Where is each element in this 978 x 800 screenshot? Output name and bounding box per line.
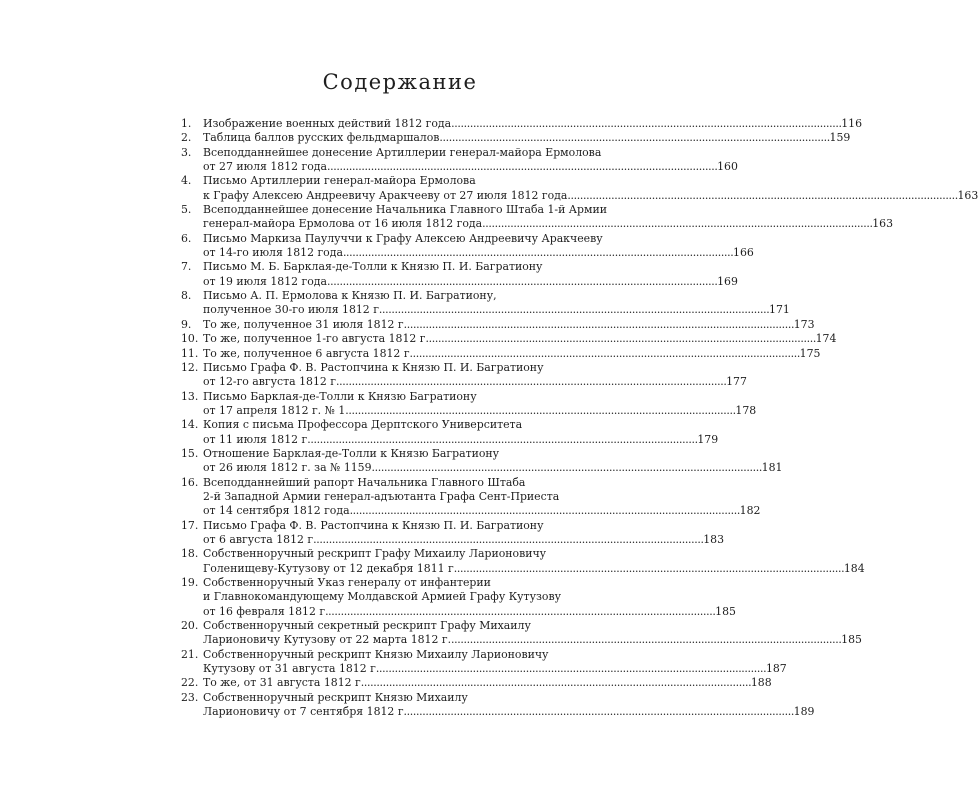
- toc-entry-page-number: 183: [703, 532, 725, 546]
- dot-leader: [376, 662, 765, 676]
- toc-entry-number: 13.: [181, 389, 199, 403]
- toc-entry-title-line: от 17 апреля 1812 г. № 1: [203, 403, 346, 417]
- toc-entry-number: 6.: [181, 231, 192, 245]
- dot-leader: [567, 189, 956, 203]
- toc-entry-title-line: Собственноручный рескрипт Князю Михаилу Ларионовичу: [203, 647, 549, 661]
- toc-entry-page-number: 179: [697, 432, 719, 446]
- toc-entry-number: 23.: [181, 690, 199, 704]
- toc-entry-title-line: То же, от 31 августа 1812 г: [203, 676, 361, 690]
- toc-entry-title-line: 2-й Западной Армии генерал-адъютанта Графа Сент-Приеста: [203, 489, 560, 503]
- toc-entry-number: 18.: [181, 547, 199, 561]
- dot-leader: [451, 117, 840, 131]
- dot-leader: [454, 562, 843, 576]
- toc-entry-title-line: Всеподданнейшее донесение Артиллерии генерал-майора Ермолова: [203, 145, 602, 159]
- dot-leader: [313, 533, 702, 547]
- dot-leader: [336, 375, 725, 389]
- toc-entry: [181, 289, 790, 318]
- toc-entry-page-number: 166: [733, 246, 754, 260]
- toc-entry-title-line: Копия с письма Профессора Дерптского Университета: [203, 418, 523, 432]
- toc-entry-page-number: 171: [769, 303, 790, 317]
- toc-entry-title-line: от 27 июля 1812 года: [203, 160, 327, 174]
- toc-entry-page-number: 160: [717, 160, 738, 174]
- toc-entry-title-line: Письмо Маркиза Паулуччи к Графу Алексею Андреевичу Аракчееву: [203, 231, 603, 245]
- dot-leader: [410, 347, 799, 361]
- toc-entry-number: 4.: [181, 174, 192, 188]
- page-title: Содержание: [322, 70, 478, 94]
- toc-entry-number: 5.: [181, 203, 192, 217]
- toc-entry-page-number: 188: [750, 676, 772, 690]
- toc-entry-number: 2.: [181, 131, 192, 145]
- toc-entry-number: 3.: [181, 145, 192, 159]
- table-of-contents: [181, 117, 978, 719]
- toc-entry-page-number: 173: [793, 317, 815, 331]
- toc-entry-page-number: 116: [841, 117, 863, 130]
- toc-entry: [181, 131, 851, 145]
- toc-entry-title-line: Всеподданнейший рапорт Начальника Главного Штаба: [203, 475, 526, 489]
- dot-leader: [372, 461, 761, 475]
- dot-leader: [404, 318, 793, 332]
- toc-entry-page-number: 185: [715, 604, 736, 618]
- toc-entry-page-number: 174: [815, 332, 837, 346]
- toc-entry-page-number: 181: [761, 461, 783, 475]
- toc-entry-page-number: 163: [957, 188, 978, 202]
- toc-entry-title-line: Таблица баллов русских фельдмаршалов: [203, 131, 440, 145]
- toc-entry-page-number: 177: [726, 375, 747, 389]
- toc-entry: [181, 231, 754, 261]
- dot-leader: [325, 605, 714, 619]
- toc-entry-title-line: к Графу Алексею Андреевичу Аракчееву от 27 июля 1812 года: [203, 188, 568, 202]
- toc-entry-title-line: Ларионовичу Кутузову от 22 марта 1812 г.: [203, 633, 452, 647]
- dot-leader: [451, 633, 840, 647]
- dot-leader: [404, 705, 793, 719]
- toc-entry: [181, 418, 719, 447]
- toc-entry-page-number: 187: [765, 662, 787, 676]
- toc-entry: [181, 203, 894, 232]
- toc-entry-title-line: Отношение Барклая-де-Толли к Князю Багратиону: [203, 446, 500, 460]
- toc-entry: [181, 676, 772, 690]
- toc-entry-number: 17.: [181, 518, 199, 532]
- toc-entry-number: 19.: [181, 576, 199, 589]
- toc-entry-number: 22.: [181, 676, 199, 690]
- toc-entry-title-line: Всеподданнейшее донесение Начальника Главного Штаба 1-й Армии: [203, 203, 607, 217]
- dot-leader: [327, 160, 716, 174]
- toc-entry: [181, 174, 978, 203]
- toc-entry: [181, 576, 736, 619]
- toc-entry: [181, 117, 863, 131]
- toc-entry-title-line: То же, полученное 1-го августа 1812 г: [203, 332, 426, 346]
- dot-leader: [327, 275, 716, 289]
- toc-entry-title-line: и Главнокомандующему Молдавской Армией Графу Кутузову: [203, 590, 562, 604]
- dot-leader: [361, 676, 750, 690]
- toc-entry-title-line: от 16 февраля 1812 г: [203, 604, 326, 618]
- toc-entry-number: 8.: [181, 289, 192, 303]
- toc-entry-number: 9.: [181, 317, 192, 331]
- toc-entry-title-line: Письмо Барклая-де-Толли к Князю Багратиону: [203, 389, 477, 403]
- toc-entry-number: 14.: [181, 418, 199, 432]
- toc-entry: [181, 690, 815, 720]
- dot-leader: [307, 433, 696, 447]
- toc-entry-number: 12.: [181, 360, 199, 374]
- toc-entry-title-line: от 14 сентября 1812 года: [203, 504, 350, 518]
- toc-entry: [181, 389, 757, 419]
- toc-entry-title-line: Кутузову от 31 августа 1812 г: [203, 662, 376, 676]
- toc-entry-number: 16.: [181, 475, 199, 489]
- toc-entry-number: 15.: [181, 446, 199, 460]
- toc-entry: [181, 518, 725, 548]
- toc-entry: [181, 547, 865, 576]
- dot-leader: [379, 303, 768, 317]
- toc-entry-number: 11.: [181, 346, 199, 360]
- toc-entry-page-number: 169: [717, 274, 738, 288]
- toc-entry-number: 20.: [181, 619, 199, 633]
- dot-leader: [425, 332, 814, 346]
- toc-entry-title-line: Изображение военных действий 1812 года: [203, 117, 452, 130]
- toc-entry-title-line: полученное 30-го июля 1812 г: [203, 303, 379, 317]
- toc-entry: [181, 260, 738, 289]
- toc-entry-title-line: Собственноручный рескрипт Князю Михаилу: [203, 690, 468, 704]
- toc-entry: [181, 446, 783, 476]
- toc-entry-page-number: 159: [829, 131, 851, 145]
- toc-entry-title-line: Письмо М. Б. Барклая-де-Толли к Князю П. И. Багратиону: [203, 260, 543, 274]
- toc-entry-title-line: Письмо А. П. Ермолова к Князю П. И. Багратиону,: [203, 289, 497, 303]
- toc-entry-title-line: от 19 июля 1812 года: [203, 274, 327, 288]
- toc-entry-page-number: 178: [735, 403, 757, 417]
- dot-leader: [345, 404, 734, 418]
- toc-entry: [181, 332, 837, 346]
- toc-entry-page-number: 182: [739, 504, 761, 518]
- toc-entry: [181, 619, 862, 648]
- toc-entry-number: 21.: [181, 647, 199, 661]
- toc-entry-title-line: от 26 июля 1812 г. за № 1159: [203, 461, 372, 475]
- toc-entry: [181, 647, 787, 677]
- toc-entry: [181, 360, 747, 390]
- toc-entry-title-line: Собственноручный Указ генералу от инфантерии: [203, 576, 491, 589]
- toc-entry: [181, 317, 815, 332]
- toc-entry-page-number: 163: [872, 217, 894, 231]
- toc-entry-title-line: Собственноручный рескрипт Графу Михаилу Ларионовичу: [203, 547, 547, 561]
- toc-entry-title-line: Письмо Артиллерии генерал-майора Ермолова: [203, 174, 476, 188]
- toc-entry: [181, 475, 761, 519]
- toc-entry: [181, 145, 738, 175]
- toc-entry-number: 7.: [181, 260, 192, 274]
- toc-entry-title-line: от 11 июля 1812 г: [203, 432, 308, 446]
- toc-entry-page-number: 175: [799, 346, 821, 360]
- toc-entry-number: 10.: [181, 332, 199, 346]
- toc-entry-title-line: То же, полученное 31 июля 1812 г: [203, 317, 404, 331]
- dot-leader: [350, 504, 739, 518]
- toc-entry-title-line: Голенищеву-Кутузову от 12 декабря 1811 г: [203, 561, 454, 575]
- toc-entry-number: 1.: [181, 117, 192, 130]
- toc-entry-title-line: То же, полученное 6 августа 1812 г: [203, 346, 410, 360]
- toc-entry-page-number: 189: [793, 705, 815, 719]
- toc-entry-page-number: 185: [841, 633, 862, 647]
- toc-entry-title-line: от 6 августа 1812 г: [203, 532, 314, 546]
- toc-entry-title-line: Собственноручный секретный рескрипт Графу Михаилу: [203, 619, 531, 633]
- toc-entry-title-line: от 12-го августа 1812 г: [203, 375, 337, 389]
- dot-leader: [482, 217, 871, 231]
- toc-entry-title-line: Ларионовичу от 7 сентября 1812 г: [203, 705, 404, 719]
- toc-entry-page-number: 184: [843, 561, 865, 575]
- toc-entry-title-line: генерал-майора Ермолова от 16 июля 1812 года: [203, 217, 483, 231]
- dot-leader: [343, 246, 732, 260]
- toc-entry-title-line: от 14-го июля 1812 года: [203, 246, 343, 260]
- toc-entry: [181, 346, 821, 361]
- toc-entry-title-line: Письмо Графа Ф. В. Растопчина к Князю П. И. Багратиону: [203, 360, 544, 374]
- toc-entry-title-line: Письмо Графа Ф. В. Растопчина к Князю П. И. Багратиону: [203, 518, 544, 532]
- dot-leader: [439, 131, 828, 145]
